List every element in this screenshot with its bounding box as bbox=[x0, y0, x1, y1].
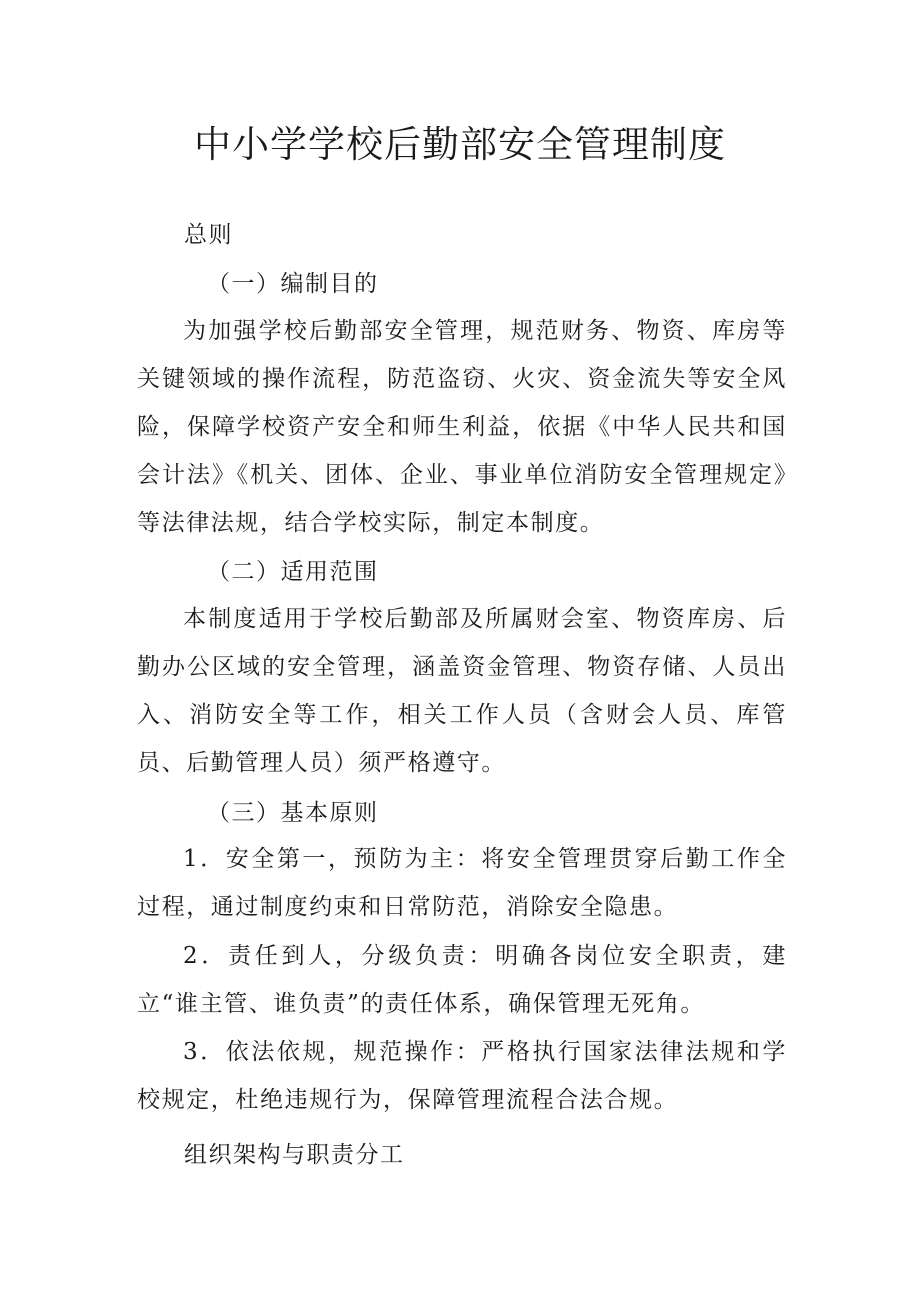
paragraph-principle-1: 1．安全第一，预防为主：将安全管理贯穿后勤工作全过程，通过制度约束和日常防范，消除安全隐患。 bbox=[137, 846, 787, 920]
subheading-scope: （二）适用范围 bbox=[207, 559, 379, 585]
subheading-purpose: （一）编制目的 bbox=[207, 271, 379, 297]
section-heading-organization: 组织架构与职责分工 bbox=[184, 1142, 405, 1168]
document-title: 中小学学校后勤部安全管理制度 bbox=[194, 123, 726, 166]
paragraph-principle-2: 2．责任到人，分级负责：明确各岗位安全职责，建立“谁主管、谁负责”的责任体系，确保管理无死角。 bbox=[137, 943, 787, 1017]
section-heading-general: 总则 bbox=[184, 222, 233, 248]
paragraph-principle-3: 3．依法依规，规范操作：严格执行国家法律法规和学校规定，杜绝违规行为，保障管理流程合法合规。 bbox=[137, 1039, 787, 1113]
paragraph-scope: 本制度适用于学校后勤部及所属财会室、物资库房、后勤办公区域的安全管理，涵盖资金管理、物资存储、人员出入、消防安全等工作，相关工作人员（含财会人员、库管员、后勤管理人员）须严格遵守。 bbox=[137, 606, 787, 776]
paragraph-purpose: 为加强学校后勤部安全管理，规范财务、物资、库房等关键领域的操作流程，防范盗窃、火灾、资金流失等安全风险，保障学校资产安全和师生利益，依据《中华人民共和国会计法》《机关、团体、企业、事业单位消防安全管理规定》等法律法规，结合学校实际，制定本制度。 bbox=[137, 318, 787, 536]
subheading-principles: （三）基本原则 bbox=[207, 800, 379, 826]
